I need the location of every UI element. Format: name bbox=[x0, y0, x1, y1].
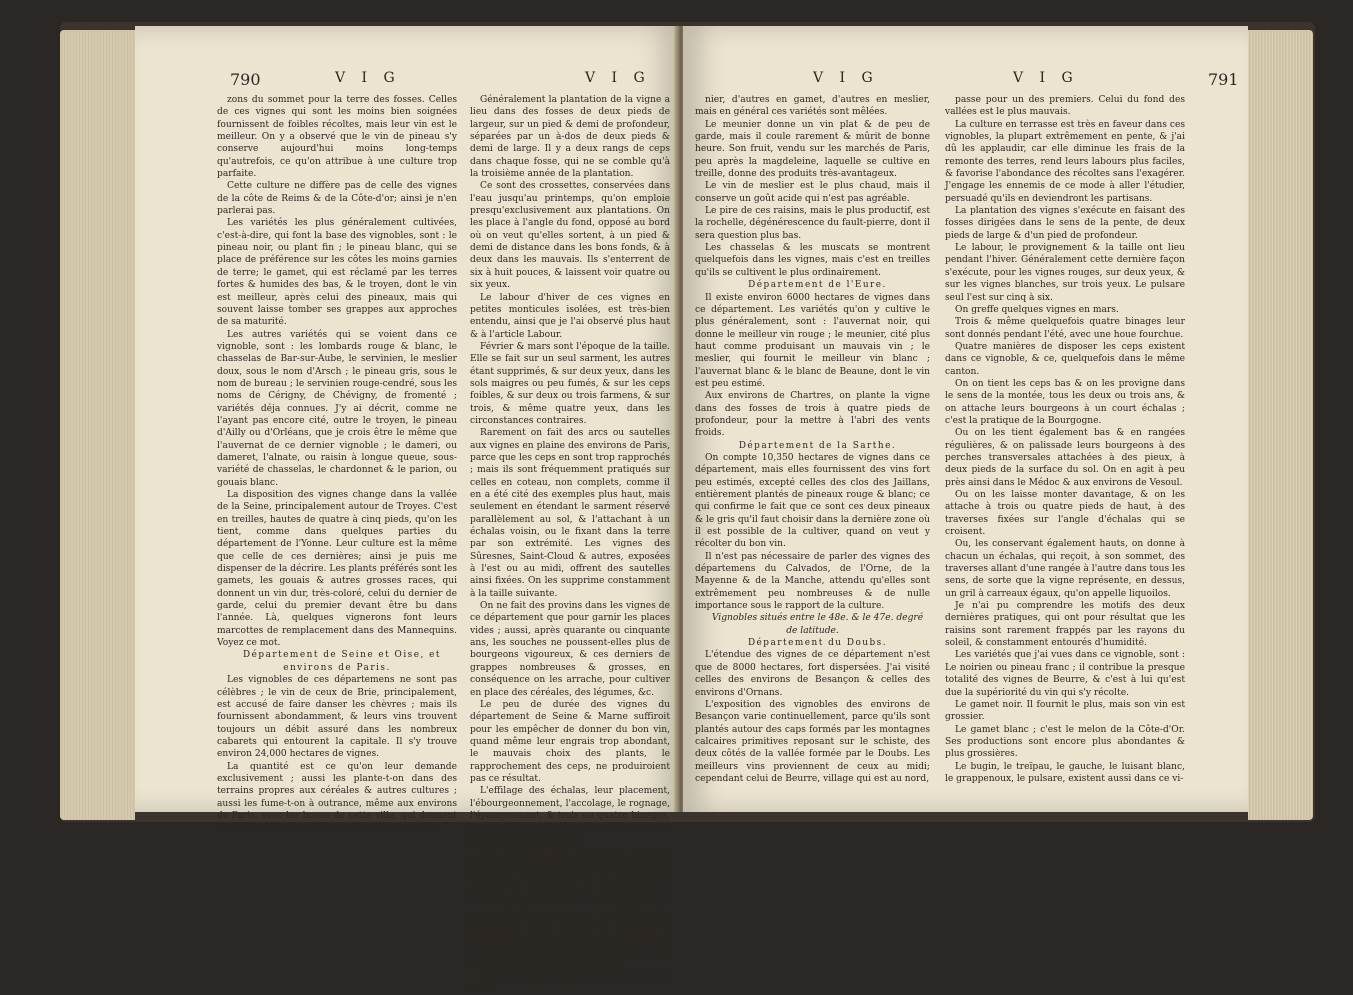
section-heading: Département de la Sarthe. bbox=[738, 440, 897, 451]
paragraph: L'étendue des vignes de ce département n'est que de 8000 hectares, fort dispersées. J'ai visité celles des environs de Besançon & celles des environs d'Ornans. bbox=[695, 650, 930, 698]
paragraph: Il n'est pas nécessaire de parler des vignes des départemens du Calvados, de l'Orne, de la Mayenne & de la Manche, attendu qu'elles sont extrêmement peu nombreuses & de nulle importance sous le rapport de la culture. bbox=[695, 551, 930, 612]
paragraph: Les variétés qui se voient le plus fréquemment dans les vignes des environs de Paris, sont : en noir, le meunier, le gamet, le maurelot ou languedoc, le morillon, le plant de roi ou bourguignon, le pineau franc, le noireau ou négrier, le samoireau ; en blanc, le meslier, le bourguignon ou feuille ronde, le morillon, le gouais, le plant de laus, la rochelle ; en gris, le muscadet ou pineau gris. bbox=[470, 847, 670, 970]
paragraph: On ne fait des provins dans les vignes de ce département que pour garnir les places vides ; aussi, après quarante ou cinquante ans, les souches ne poussent-elles plus de bourgeons vigoureux, & ces derniers de grappes nombreuses & grosses, en conséquence on les arrache, pour cultiver en place des céréales, des légumes, &c. bbox=[470, 601, 670, 698]
paragraph: Ou, les conservant également hauts, on donne à chacun un échalas, qui reçoit, à son sommet, des traverses allant d'une rangée à l'autre dans tous les sens, de sorte que la vigne représente, en dessus, un gril à carreaux égaux, qu'on appelle liquoilos. bbox=[945, 539, 1185, 599]
paragraph: Le vin de meslier est le plus chaud, mais il conserve un goût acide qui n'est pas agréable. bbox=[695, 181, 930, 204]
text-column-right-1 bbox=[695, 94, 930, 785]
paragraph: Les autres variétés qui se voient dans ce vignoble, sont : les lombards rouge & blanc, le chasselas de Bar-sur-Aube, le servinien, le meslier doux, sous le nom d'Arsch ; le pineau gris, sous le nom de bureau ; le servinien rouge-cendré, sous les noms de Cérigny, de Chévigny, de fromenté ; variétés déja connues. J'y ai décrit, comme ne l'ayant pas encore cité, outre le troyen, le pineau d'Ailly ou d'Orléans, que je crois être le même que l'auvernat de ce dernier vignoble ; le dameri, ou dameret, l'alnate, ou raisin à longue queue, sous-variété de chasselas, le chardonnet & le parion, ou gouais blanc. bbox=[217, 329, 457, 488]
paragraph: Il est des vignes uniquement plantées en meu- bbox=[470, 971, 670, 994]
paragraph: Le gamet blanc ; c'est le melon de la Côte-d'Or. Ses productions sont encore plus abondantes & plus grossières. bbox=[945, 724, 1185, 760]
paragraph: Les variétés les plus généralement cultivées, c'est-à-dire, qui font la base des vignobles, sont : le pineau noir, ou plant fin ; le pineau blanc, qui se place de préférence sur les côtes les moins garnies de terre; le gamet, qui est réclamé par les terres fortes & humides des bas, & le troyen, dont le vin est meilleur, après celui des pineaux, mais qui souvent laisse tomber ses grappes aux approches de sa maturité. bbox=[217, 218, 457, 328]
paragraph: Ou on les tient également bas & en rangées régulières, & on palissade leurs bourgeons à des perches transversales attachées à des pieux, à deux pieds de la surface du sol. On en agit à peu près ainsi dans le Médoc & aux environs de Vesoul. bbox=[945, 428, 1185, 488]
paragraph: L'effilage des échalas, leur placement, l'ébourgeonnement, l'accolage, le rognage, l'épamprement, & trois ou quatre binages, sont les façons qu'on donne à ces vignes dans le courant de l'été. bbox=[470, 786, 670, 846]
paragraph: Cette culture ne diffère pas de celle des vignes de la côte de Reims & de la Côte-d'or; ainsi je n'en parlerai pas. bbox=[217, 181, 457, 217]
paragraph: Ou on les laisse monter davantage, & on les attache à trois ou quatre pieds de haut, à des traverses fixées sur l'angle d'échalas qui se croisent. bbox=[945, 490, 1185, 538]
paragraph: Le labour d'hiver de ces vignes en petites monticules isolées, est très-bien entendu, ainsi que je l'ai observé plus haut & à l'article Labour. bbox=[470, 292, 670, 340]
paragraph: Ce sont des crossettes, conservées dans l'eau jusqu'au printemps, qu'on emploie presqu'exclusivement aux plantations. On les place à l'angle du fond, opposé au bord où on veut qu'elles sortent, à un pied & demi de distance dans les bons fonds, & à deux dans les mauvais. Ils s'enterrent de six à huit pouces, & laissent voir quatre ou six yeux. bbox=[470, 181, 670, 291]
paragraph: Le gamet noir. Il fournit le plus, mais son vin est grossier. bbox=[945, 699, 1185, 723]
paragraph: Aux environs de Chartres, on plante la vigne dans des fosses de trois à quatre pieds de profondeur, pour la mettre à l'abri des vents froids. bbox=[695, 391, 930, 439]
paragraph: L'exposition des vignobles des environs de Besançon varie continuellement, parce qu'ils sont plantés autour des caps formés par les montagnes calcaires primitives reposant sur le schiste, des deux côtés de la vallée formée par le Doubs. Les meilleurs vins proviennent de ceux au midi; cependant celui de Beurre, village qui est au nord, bbox=[695, 699, 930, 784]
paragraph: La disposition des vignes change dans la vallée de la Seine, principalement autour de Troyes. C'est en treilles, hautes de quatre à cinq pieds, qu'on les tient, comme dans quelques parties du département de l'Yonne. Leur culture est la même que celle de ces dernières; ainsi je puis me dispenser de la décrire. Les plants préférés sont les gamets, les gouais & autres grosses races, qui donnent un vin dur, très-coloré, celui du dernier de garde, celui du premier devant être bu dans l'année. Là, quelques vignerons font leurs marcottes de remplacement dans des Mannequins. Voyez ce mot. bbox=[217, 490, 457, 649]
paragraph: Le meunier donne un vin plat & de peu de garde, mais il coule rarement & mûrit de bonne heure. Son fruit, vendu sur les marchés de Paris, peu après la magdeleine, laquelle se cultive en treille, donne des produits très-avantageux. bbox=[695, 119, 930, 180]
paragraph: Trois & même quelquefois quatre binages leur sont donnés pendant l'été, avec une houe fourchue. bbox=[945, 317, 1185, 340]
page-number: 791 bbox=[1208, 70, 1239, 89]
running-head: V I G bbox=[585, 70, 651, 86]
paragraph: Le labour, le provignement & la taille ont lieu pendant l'hiver. Généralement cette dernière façon s'exécute, pour les vignes rouges, sur deux yeux, & sur les vignes blanches, sur trois yeux. Le pulsare seul l'est sur cinq à six. bbox=[945, 243, 1185, 303]
paragraph: Février & mars sont l'époque de la taille. Elle se fait sur un seul sarment, les autres étant supprimés, & sur deux yeux, dans les sols maigres ou peu fumés, & sur les ceps foibles, & sur deux ou trois farmens, & sur trois, & même quatre yeux, dans les circonstances contraires. bbox=[470, 341, 670, 426]
running-head: V I G bbox=[1013, 70, 1079, 86]
latitude-caption: Vignobles situés entre le 48e. & le 47e. degré de latitude. bbox=[711, 613, 924, 636]
paragraph: nier, d'autres en gamet, d'autres en meslier, mais en général ces variétés sont mêlées. bbox=[695, 95, 930, 118]
paragraph: On compte 10,350 hectares de vignes dans ce département, mais elles fournissent des vins fort peu estimés, excepté celles des clos des Jaillans, entièrement plantés de pineaux rouge & blanc; ce qui confirme le fait que ce sont ces deux pineaux & le gris qu'il faut choisir dans la dernière zone où il est possible de la cultiver, quand on veut y récolter du bon vin. bbox=[695, 452, 930, 550]
paragraph: Le pire de ces raisins, mais le plus productif, est la rochelle, dégénérescence du fault-pierre, dont il sera question plus bas. bbox=[695, 206, 930, 241]
paragraph: On on tient les ceps bas & on les provigne dans le sens de la montée, tous les deux ou trois ans, & on attache leurs bourgeons à un court échalas ; c'est la pratique de la Bourgogne. bbox=[945, 378, 1185, 426]
paragraph: Les variétés que j'ai vues dans ce vignoble, sont : Le noirien ou pineau franc ; il contribue la presque totalité des vignes de Beurre, & c'est à lui qu'est due la supériorité du vin qui s'y récolte. bbox=[945, 650, 1185, 698]
left-page bbox=[135, 26, 680, 994]
paragraph: Rarement on fait des arcs ou sautelles aux vignes en plaine des environs de Paris, parce que les ceps en sont trop rapprochés ; mais ils sont fréquemment pratiqués sur celles en coteau, non complets, comme il en a été cité des exemples plus haut, mais seulement en étendant le sarment réservé parallèlement au sol, & l'attachant à un échalas voisin, ou le fixant dans la terre par son extrémité. Les vignes des Sûresnes, Saint-Cloud & autres, exposées à l'est ou au midi, offrent des sautelles ainsi fixées. On les supprime constamment à la taille suivante. bbox=[470, 428, 670, 599]
page-number: 790 bbox=[230, 70, 261, 89]
text-column-right-2 bbox=[945, 94, 1185, 785]
paragraph: Le peu de durée des vignes du département de Seine & Marne suffiroit pour les empêcher de donner du bon vin, quand même leur engrais trop abondant, le mauvais choix des plants, le rapprochement des ceps, ne produiroient pas ce résultat. bbox=[470, 699, 670, 784]
paragraph: Les vignobles de ces départemens ne sont pas célèbres ; le vin de ceux de Brie, principalement, est accusé de faire danser les chèvres ; mais ils fournissent abondamment, & leurs vins trouvent toujours un débit assuré dans les nombreux cabarets qui entourent la capitale. Il s'y trouve environ 24,000 hectares de vignes. bbox=[217, 675, 457, 760]
paragraph: La quantité est ce qu'on leur demande exclusivement ; aussi les plante-t-on dans des terrains propres aux céréales & autres cultures ; aussi les fume-t-on à outrance, même aux environs de Paris, avec les boues de cette ville, qui donnent à leur vin une odeur & une saveur repoussante. bbox=[217, 761, 457, 834]
paragraph: On greffe quelques vignes en mars. bbox=[955, 304, 1119, 315]
paragraph: La plantation des vignes s'exécute en faisant des fosses dirigées dans le sens de la pente, de deux pieds de large & d'un pied de profondeur. bbox=[945, 206, 1185, 241]
paragraph: Les chasselas & les muscats se montrent quelquefois dans les vignes, mais c'est en treilles qu'ils se cultivent le plus ordinairement. bbox=[695, 243, 930, 278]
text-column-left-1 bbox=[217, 94, 457, 835]
paragraph: Généralement la plantation de la vigne a lieu dans des fosses de deux pieds de largeur, sur un pied & demi de profondeur, séparées par un à-dos de deux pieds & demi de large. Il y a deux rangs de ceps dans chaque fosse, qui ne se comble qu'à la troisième année de la plantation. bbox=[470, 95, 670, 180]
section-heading: Département de l'Eure. bbox=[748, 280, 887, 291]
section-heading: Département du Doubs. bbox=[747, 638, 888, 649]
page-stack-left bbox=[60, 30, 135, 820]
page-stack-right bbox=[1248, 30, 1313, 820]
paragraph: La culture en terrasse est très en faveur dans ces vignobles, la plupart extrêmement en pente, & j'ai dû les applaudir, car elle diminue les frais de la remonte des terres, rend leurs labours plus faciles, & favorise l'abondance des récoltes sans l'exagérer. J'engage les ennemis de ce mode à aller l'étudier, persuadé qu'ils en deviendront les partisans. bbox=[945, 119, 1185, 204]
running-head: V I G bbox=[335, 70, 401, 86]
section-heading: Département de Seine et Oise, et environs de Paris. bbox=[243, 650, 441, 673]
right-page bbox=[683, 26, 1248, 812]
paragraph: Quatre manières de disposer les ceps existent dans ce vignoble, & ce, quelquefois dans le même canton. bbox=[945, 341, 1185, 377]
paragraph: Je n'ai pu comprendre les motifs des deux dernières pratiques, qui ont pour résultat que les raisins sont rarement frappés par les rayons du soleil, & constamment entourés d'humidité. bbox=[945, 601, 1185, 649]
paragraph: passe pour un des premiers. Celui du fond des vallées est le plus mauvais. bbox=[945, 95, 1185, 118]
text-column-left-2 bbox=[470, 94, 670, 995]
paragraph: Il existe environ 6000 hectares de vignes dans ce département. Les variétés qu'on y cultive le plus généralement, sont : l'auvernat noir, qui donne le meilleur vin rouge ; le meunier, cité plus haut comme produisant un mauvais vin ; le meslier, qui fournit le meilleur vin blanc ; l'auvernat blanc & le blanc de Beaune, dont le vin est peu estimé. bbox=[695, 292, 930, 389]
paragraph: zons du sommet pour la terre des fosses. Celles de ces vignes qui sont les moins bien soignées fournissent de foibles récoltes, mais leur vin est le meilleur. On y a observé que le vin de pineau s'y conserve aujourd'hui moins long-temps qu'autrefois, ce qu'on attribue à une culture trop parfaite. bbox=[217, 95, 457, 180]
running-head: V I G bbox=[813, 70, 879, 86]
paragraph: Le bugin, le treïpau, le gauche, le luisant blanc, le grappenoux, le pulsare, existent aussi dans ce vi- bbox=[945, 761, 1185, 784]
